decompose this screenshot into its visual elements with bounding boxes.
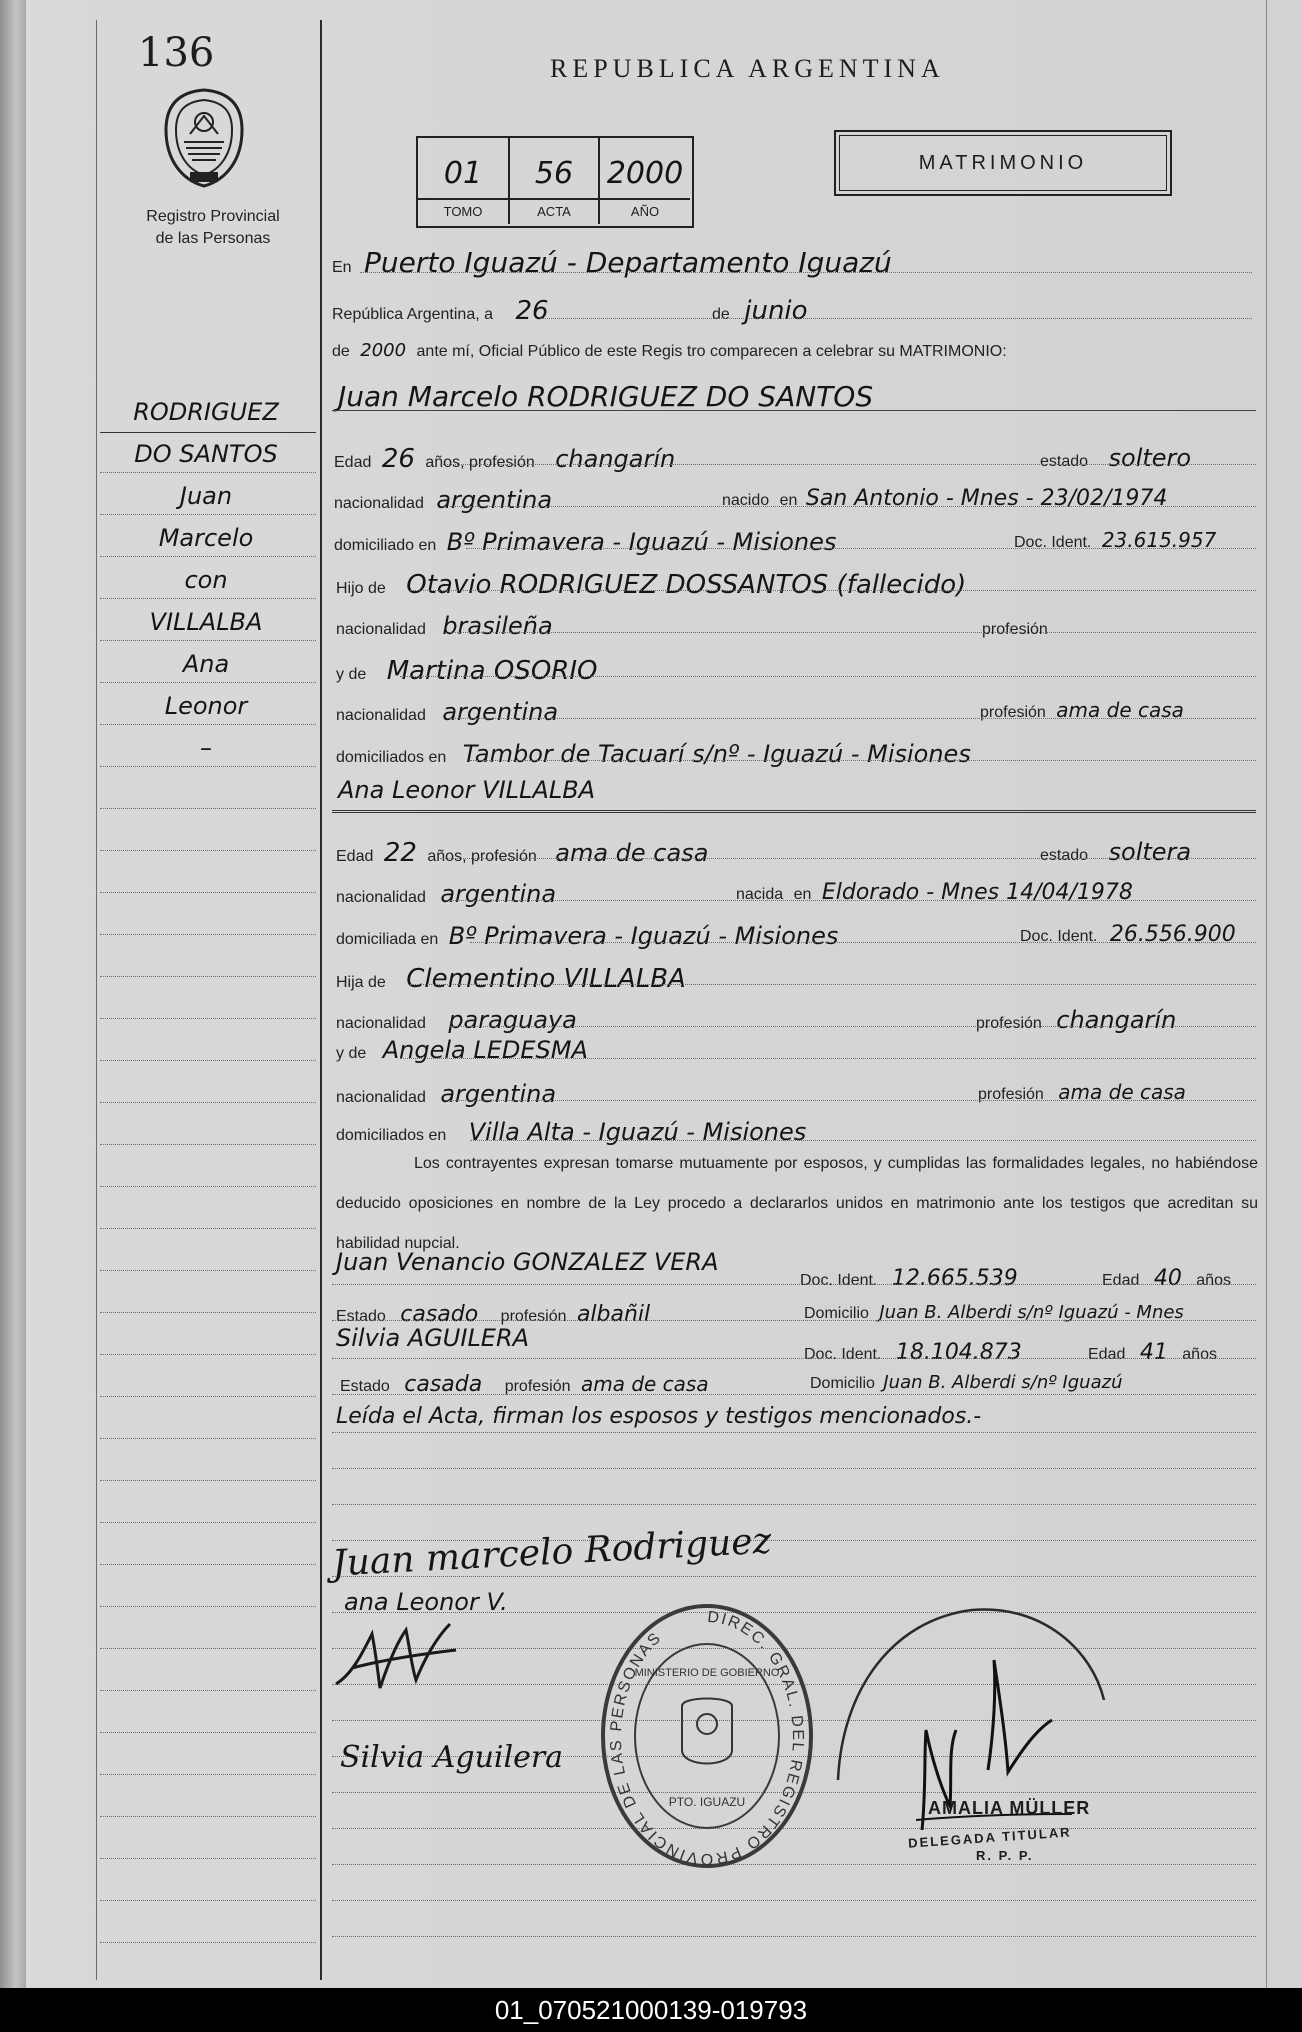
row-groom-parents-addr	[336, 740, 971, 768]
bride-mother-prof-value: ama de casa	[1058, 1080, 1186, 1104]
bride-mother-nat-value: argentina	[440, 1080, 557, 1108]
label-de-year: de	[332, 343, 350, 360]
line-w1-name	[332, 1284, 1256, 1285]
groom-parents-addr-value: Tambor de Tacuarí s/nº - Iguazú - Misiones	[462, 740, 971, 768]
label-republica: República Argentina, a	[332, 306, 493, 323]
bride-parents-addr-value: Villa Alta - Iguazú - Misiones	[468, 1118, 807, 1146]
label-profesion-2: profesión	[980, 704, 1046, 721]
groom-father-nat-value: brasileña	[442, 612, 553, 640]
row-place	[332, 246, 892, 279]
row-bride-parents-addr	[336, 1118, 806, 1146]
witness1-signature-scribble	[332, 1614, 462, 1696]
line-groom-age	[440, 464, 1256, 465]
label-hija-de: Hija de	[336, 974, 386, 991]
registry-name	[118, 206, 308, 250]
groom-doc-value: 23.615.957	[1101, 528, 1217, 552]
witness1-addr-value: Juan B. Alberdi s/nº Iguazú - Mnes	[879, 1302, 1184, 1323]
image-code: 01_070521000139-019793	[494, 1995, 808, 2025]
margin-ruled-line	[100, 1228, 316, 1229]
line-bride-father	[410, 984, 1256, 985]
groom-birth-value: San Antonio - Mnes - 23/02/1974	[805, 486, 1168, 511]
margin-name-4: Marcelo	[158, 524, 254, 552]
bride-name: Ana Leonor VILLALBA	[338, 776, 596, 804]
witness2-name: Silvia AGUILERA	[336, 1324, 530, 1352]
row-w1-doc	[800, 1266, 1018, 1291]
line-bride-nat	[450, 900, 1256, 901]
body-ruled-line	[332, 1432, 1256, 1433]
margin-ruled-line	[100, 1690, 316, 1691]
row-bride-doc	[1020, 922, 1236, 947]
month-value: junio	[744, 296, 808, 326]
line-w1-status	[332, 1320, 1256, 1321]
row-bride-nat	[336, 880, 556, 908]
groom-mother-value: Martina OSORIO	[386, 656, 598, 686]
margin-ruled-line	[100, 1648, 316, 1649]
row-bride-father	[336, 964, 686, 994]
witness2-status-value: casada	[404, 1372, 483, 1397]
witness1-prof-value: albañil	[576, 1302, 651, 1327]
groom-profession-value: changarín	[555, 445, 676, 473]
row-groom-father	[336, 570, 966, 600]
label-estado-2: estado	[1040, 847, 1089, 864]
margin-ruled-line	[100, 1564, 316, 1565]
row-bride-birth	[736, 880, 1133, 905]
label-nacido: nacido	[722, 492, 770, 509]
margin-ruled-line	[100, 598, 316, 599]
margin-ruled-line	[100, 556, 316, 557]
label-y-de: y de	[336, 666, 367, 683]
registry-line-2: de las Personas	[155, 230, 271, 247]
groom-address-value: Bº Primavera - Iguazú - Misiones	[446, 528, 837, 556]
label-profesion-4: profesión	[978, 1086, 1044, 1103]
line-bride-separator	[332, 810, 1256, 813]
bride-father-nat-value: paraguaya	[448, 1006, 577, 1034]
stamp-city-text: PTO. IGUAZU	[668, 1795, 746, 1809]
label-profesion-5: profesión	[500, 1308, 567, 1325]
groom-mother-nat-value: argentina	[442, 698, 559, 726]
margin-name-3: Juan	[179, 482, 233, 510]
margin-ruled-line	[100, 976, 316, 977]
margin-ruled-line	[100, 1816, 316, 1817]
line-date	[540, 318, 1252, 319]
line-groom-nat	[450, 506, 1256, 507]
groom-father-value: Otavio RODRIGUEZ DOSSANTOS (fallecido)	[406, 570, 967, 600]
row-w2-age	[1088, 1340, 1217, 1365]
page-number: 136	[138, 30, 215, 76]
margin-ruled-line	[100, 1438, 316, 1439]
label-en: En	[332, 259, 352, 276]
line-groom-name	[332, 410, 1256, 411]
label-anios-profesion-2: años, profesión	[427, 848, 537, 865]
place-value: Puerto Iguazú - Departamento Iguazú	[364, 246, 892, 279]
line-bride-mother	[400, 1058, 1256, 1059]
official-signature-scribble	[832, 1580, 1112, 1830]
image-code-strip	[0, 1988, 1302, 2032]
margin-ruled-line	[100, 1900, 316, 1901]
declaration-paragraph	[336, 1144, 1258, 1264]
label-anios: años	[1196, 1272, 1231, 1289]
row-bfather-nat	[336, 1006, 577, 1034]
official-stamp	[596, 1600, 818, 1872]
tomo-cell	[418, 138, 510, 224]
margin-ruled-line	[100, 640, 316, 641]
label-nacionalidad-3: nacionalidad	[336, 707, 426, 724]
label-estado: estado	[1040, 453, 1089, 470]
row-groom-nat	[334, 486, 552, 514]
row-bride-age	[336, 838, 708, 868]
label-estado-4: Estado	[340, 1378, 390, 1395]
body-ruled-line	[332, 1900, 1256, 1901]
row-bride-mother	[336, 1036, 588, 1064]
margin-ruled-line	[100, 1102, 316, 1103]
label-domicilio-2: Domicilio	[810, 1375, 875, 1392]
anio-cell	[600, 138, 690, 224]
groom-nationality-value: argentina	[436, 486, 553, 514]
witness1-age-value: 40	[1153, 1266, 1182, 1291]
margin-name-6: VILLALBA	[149, 608, 263, 636]
label-nacionalidad-5: nacionalidad	[336, 1015, 426, 1032]
body-ruled-line	[332, 1504, 1256, 1505]
margin-ruled-line	[100, 1186, 316, 1187]
label-de-month: de	[712, 306, 730, 323]
tomo-acta-table	[416, 136, 694, 228]
label-edad-2: Edad	[336, 848, 374, 865]
label-domiciliado: domiciliado en	[334, 537, 437, 554]
row-gfather-prof	[982, 612, 1060, 640]
bride-age-value: 22	[383, 838, 417, 868]
label-en-birth: en	[779, 492, 798, 509]
label-profesion-3: profesión	[976, 1015, 1042, 1032]
country-title: REPUBLICA ARGENTINA	[550, 54, 945, 83]
label-domiciliados-2: domiciliados en	[336, 1127, 447, 1144]
bride-doc-value: 26.556.900	[1109, 922, 1236, 947]
act-type-box: MATRIMONIO	[834, 130, 1172, 196]
line-groom-father	[410, 590, 1256, 591]
margin-ruled-line	[100, 850, 316, 851]
margin-name-5: con	[184, 566, 228, 594]
right-edge-rule	[1266, 0, 1267, 1988]
label-anios-profesion: años, profesión	[425, 454, 535, 471]
groom-mother-prof-value: ama de casa	[1056, 698, 1184, 722]
groom-age-value: 26	[381, 444, 415, 474]
margin-ruled-line	[100, 934, 316, 935]
margin-ruled-line	[100, 1732, 316, 1733]
label-profesion: profesión	[982, 621, 1048, 638]
margin-ruled-line	[100, 1774, 316, 1775]
margin-ruled-line	[100, 808, 316, 809]
line-bride-parents	[470, 1140, 1256, 1141]
line-groom-addr	[466, 548, 1256, 549]
groom-name: Juan Marcelo RODRIGUEZ DO SANTOS	[338, 380, 874, 413]
margin-ruled-line	[100, 1270, 316, 1271]
row-bmother-nat	[336, 1080, 556, 1108]
witness2-doc-value: 18.104.873	[895, 1340, 1022, 1365]
day-value: 26	[515, 296, 549, 326]
margin-ruled-line	[100, 1522, 316, 1523]
official-org: R. P. P.	[976, 1848, 1034, 1863]
label-anios-2: años	[1182, 1346, 1217, 1363]
label-nacionalidad: nacionalidad	[334, 495, 424, 512]
margin-ruled-line	[100, 1312, 316, 1313]
row-groom-status	[1040, 444, 1191, 472]
label-nacionalidad-2: nacionalidad	[336, 621, 426, 638]
margin-ruled-line	[100, 514, 316, 515]
row-year	[332, 340, 1007, 361]
acta-cell	[510, 138, 600, 224]
margin-name-1: RODRIGUEZ	[133, 398, 279, 426]
witness2-age-value: 41	[1139, 1340, 1168, 1365]
acta-value: 56	[534, 156, 574, 191]
line-w2-status	[332, 1394, 1256, 1395]
row-bride-status	[1040, 838, 1191, 866]
closing-text: Leída el Acta, firman los esposos y testigos mencionados.-	[336, 1404, 982, 1429]
left-margin-rule	[96, 20, 97, 1980]
margin-name-8: Leonor	[164, 692, 248, 720]
row-w2-doc	[804, 1340, 1022, 1365]
row-gfather-nat	[336, 612, 553, 640]
margin-column-rule	[320, 20, 322, 1980]
label-doc-ident: Doc. Ident.	[1014, 534, 1092, 551]
official-name: AMALIA MÜLLER	[928, 1798, 1091, 1818]
margin-rule	[100, 432, 316, 433]
label-profesion-6: profesión	[504, 1378, 571, 1395]
label-doc-ident-4: Doc. Ident.	[804, 1346, 882, 1363]
label-nacionalidad-6: nacionalidad	[336, 1089, 426, 1106]
official-title: DELEGADA TITULAR	[907, 1824, 1073, 1851]
bride-mother-value: Angela LEDESMA	[382, 1036, 588, 1064]
registry-line-1: Registro Provincial	[146, 208, 280, 225]
label-ante-mi: ante mí, Oficial Público de este Regis tro comparecen a celebrar su MATRIMONIO:	[416, 343, 1007, 360]
line-gfather-nat	[450, 632, 1256, 633]
groom-status-value: soltero	[1108, 444, 1192, 472]
stamp-inner-text: MINISTERIO DE GOBIERNO	[634, 1667, 780, 1679]
provincial-seal-icon	[160, 86, 248, 190]
bride-birth-value: Eldorado - Mnes 14/04/1978	[821, 880, 1133, 905]
bride-nationality-value: argentina	[440, 880, 557, 908]
label-doc-ident-2: Doc. Ident.	[1020, 928, 1098, 945]
label-y-de-2: y de	[336, 1045, 367, 1062]
margin-ruled-line	[100, 1480, 316, 1481]
line-w2-name	[332, 1358, 1256, 1359]
declaration-text: Los contrayentes expresan tomarse mutuamente por esposos, y cumplidas las formalidades legales, no habiéndose deducido oposiciones en nombre de la Ley procedo a declararlos unidos en matrimonio ante los testigos que acreditan su habilidad nupcial.	[336, 1155, 1258, 1252]
label-nacionalidad-4: nacionalidad	[336, 889, 426, 906]
row-groom-addr	[334, 528, 836, 556]
margin-ruled-line	[100, 472, 316, 473]
bride-father-prof-value: changarín	[1056, 1006, 1177, 1034]
bride-signature: ana Leonor V.	[344, 1588, 508, 1616]
witness1-doc-value: 12.665.539	[891, 1266, 1018, 1291]
row-groom-mother	[336, 656, 597, 686]
margin-ruled-line	[100, 1144, 316, 1145]
margin-name-7: Ana	[182, 650, 230, 678]
label-estado-3: Estado	[336, 1308, 386, 1325]
margin-ruled-line	[100, 1858, 316, 1859]
line-bfather-nat	[450, 1026, 1256, 1027]
stamp-ring-text: DIREC. GRAL. DEL REGISTRO PROVINCIAL DE LAS PERSONAS	[607, 1608, 807, 1868]
margin-name-9: –	[200, 734, 212, 762]
margin-ruled-line	[100, 1606, 316, 1607]
line-place	[360, 272, 1252, 273]
row-gmother-nat	[336, 698, 558, 726]
body-ruled-line	[332, 1936, 1256, 1937]
label-edad-4: Edad	[1088, 1346, 1126, 1363]
bride-profession-value: ama de casa	[555, 839, 709, 867]
row-bfather-prof	[976, 1006, 1176, 1034]
margin-ruled-line	[100, 1354, 316, 1355]
acta-caption: ACTA	[510, 198, 598, 224]
tomo-value: 01	[443, 156, 483, 191]
margin-ruled-line	[100, 1942, 316, 1943]
line-bride-age	[440, 858, 1256, 859]
margin-ruled-line	[100, 1018, 316, 1019]
label-domiciliada: domiciliada en	[336, 931, 439, 948]
row-w2-addr	[810, 1372, 1122, 1393]
witness2-addr-value: Juan B. Alberdi s/nº Iguazú	[883, 1372, 1123, 1393]
label-hijo-de: Hijo de	[336, 580, 386, 597]
row-groom-birth	[722, 486, 1167, 511]
label-domiciliados: domiciliados en	[336, 749, 447, 766]
witness1-status-value: casado	[400, 1302, 479, 1327]
bride-father-value: Clementino VILLALBA	[406, 964, 686, 994]
line-groom-mother	[400, 676, 1256, 677]
margin-ruled-line	[100, 682, 316, 683]
margin-ruled-line	[100, 724, 316, 725]
label-domicilio: Domicilio	[804, 1305, 869, 1322]
row-groom-age	[334, 444, 675, 474]
line-bride-addr	[470, 942, 1256, 943]
bride-address-value: Bº Primavera - Iguazú - Misiones	[448, 922, 839, 950]
witness1-name: Juan Venancio GONZALEZ VERA	[336, 1248, 719, 1276]
margin-ruled-line	[100, 892, 316, 893]
year-value: 2000	[360, 340, 407, 361]
line-groom-parents	[470, 760, 1256, 761]
row-date	[332, 296, 549, 326]
tomo-caption: TOMO	[418, 198, 508, 224]
witness2-prof-value: ama de casa	[580, 1372, 709, 1396]
row-date-month	[712, 296, 808, 326]
row-w1-age	[1102, 1266, 1231, 1291]
label-en-birth-2: en	[793, 886, 812, 903]
margin-ruled-line	[100, 766, 316, 767]
groom-signature: Juan marcelo Rodriguez	[331, 1520, 773, 1585]
body-ruled-line	[332, 1468, 1256, 1469]
margin-ruled-line	[100, 1396, 316, 1397]
page-binding	[0, 0, 26, 1988]
bride-status-value: soltera	[1108, 838, 1192, 866]
label-edad: Edad	[334, 454, 372, 471]
line-gmother-nat	[450, 718, 1256, 719]
margin-name-2: DO SANTOS	[134, 440, 278, 468]
label-nacida: nacida	[736, 886, 784, 903]
margin-ruled-line	[100, 1060, 316, 1061]
witness2-signature: Silvia Aguilera	[340, 1740, 564, 1775]
label-edad-3: Edad	[1102, 1272, 1140, 1289]
line-bmother-nat	[450, 1100, 1256, 1101]
label-doc-ident-3: Doc. Ident.	[800, 1272, 878, 1289]
anio-value: 2000	[606, 156, 684, 191]
row-bride-addr	[336, 922, 838, 950]
anio-caption: AÑO	[600, 198, 690, 224]
